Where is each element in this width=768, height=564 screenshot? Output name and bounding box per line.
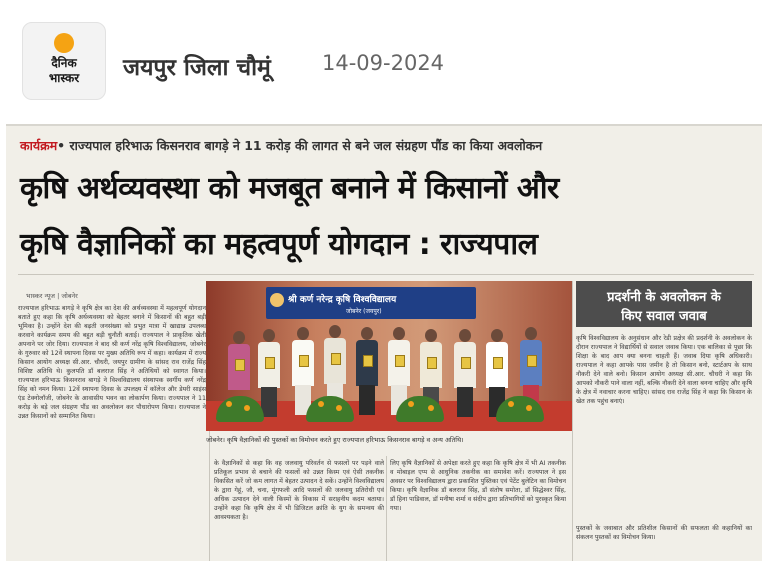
page-header xyxy=(0,0,768,120)
column-divider xyxy=(386,456,387,561)
university-emblem-icon xyxy=(270,293,284,307)
byline: भास्कर न्यूज | जोबनेर xyxy=(26,292,78,300)
logo-text-line2: भास्कर xyxy=(48,71,80,85)
university-banner xyxy=(266,287,476,319)
tagline-text: • राज्यपाल हरिभाऊ किसनराव बागड़े ने 11 करोड़ की लागत से बने जल संग्रहण पौंड का किया अवलोकन xyxy=(57,138,543,153)
tagline xyxy=(20,137,542,154)
divider xyxy=(18,274,754,275)
edition-name: जयपुर जिला चौमूं xyxy=(123,55,271,81)
sidebox-text: कृषि विश्वविद्यालय के अनुसंधान और रेडी प्रक्षेत्र की प्रदर्शनी के अवलोकन के दौरान राज्यपाल ने विद्यार्थियों से सवाल जवाब किया। एक बालिका से पूछा कि शिक्षा के बाद आप क्या बनना चाहती हैं। जवाब दिया कृषि अधिकारी। राज्यपाल ने कहा आपके पास जमीन है तो किसान बनो, स्टार्टअप के साथ नौकरी देने वाले बनो। किसान आयोग अध्यक्ष सी.आर. चौधरी ने कहा कि आपको नौकरी पाने वाला नहीं, बल्कि नौकरी देने वाला बनना चाहिए और कृषि के क्षेत्र में नवाचार करना चाहिए। सांसद राव राजेंद्र सिंह ने कहा कि किसान के खेत तक पहुंच बनाएं। xyxy=(576,335,752,405)
banner-subtitle: जोबनेर (जयपुर) xyxy=(346,308,382,315)
headline-line2: कृषि वैज्ञानिकों का महत्वपूर्ण योगदान : राज्यपाल xyxy=(20,227,538,262)
dainik-bhaskar-logo xyxy=(22,22,106,100)
sidebox-title-line2: किए सवाल जवाब xyxy=(621,309,707,324)
sidebox-text-bottom: पुस्तकों के जवाबात और प्रतिशील किसानों की सफलता की कहानियों का संकलन पुस्तकों का विमोचन किया। xyxy=(576,525,752,541)
article-column-middle-1: के वैज्ञानिकों से कहा कि वह जलवायु परिवर्तन से फसलों पर पड़ने वाले प्रतिकूल प्रभाव से बचाने की फसलों को उन्नत किस्म एवं ऐसी तकनीक विकसित करें जो कम लागत में बेहतर उत्पादन दे सकें। उन्होंने विश्वविद्यालय के द्वारा गेहूं, जौ, चना, मूंगफली आदि फसलों की जलवायु प्रतिरोधी एवं अधिक उत्पादन देने वाली किस्मों के विकास में सराहनीय कदम बताया। उन्होंने कहा कि कृषि क्षेत्र में भी डिजिटल क्रांति के युग के समन्वय की आवश्यकता है। xyxy=(214,460,384,521)
article-column-middle-2: लिए कृषि वैज्ञानिकों से अपेक्षा करते हुए कहा कि कृषि क्षेत्र में भी AI तकनीक व मोबाइल एप्प से आधुनिक तकनीक का समावेश करें। राज्यपाल ने इस अवसर पर विश्वविद्यालय द्वारा प्रकाशित पुस्तिका एवं पेटेंट बुलेटिन का विमोचन किया। कृषि वैज्ञानिक डॉ बलराज सिंह, डॉ संतोष समोता, डॉ सिद्धेश्वर सिंह, डॉ हिना पाडिवाल, डॉ मनीषा शर्मा व संदीप द्वारा प्रतिभागियों को पुरस्कृत किया गया। xyxy=(390,460,566,512)
event-photo xyxy=(206,281,572,431)
publication-date: 14-09-2024 xyxy=(322,51,445,75)
logo-text-line1: दैनिक xyxy=(51,56,77,70)
newspaper-clipping xyxy=(6,124,762,561)
kicker-label: कार्यक्रम xyxy=(20,138,58,153)
photo-caption: जोबनेर। कृषि वैज्ञानिकों की पुस्तकों का विमोचन करते हुए राज्यपाल हरिभाऊ किसनराव बागड़े व अन्य अतिथि। xyxy=(206,436,464,444)
sun-icon xyxy=(54,33,74,53)
sidebox-header xyxy=(576,281,752,327)
article-column-left: राज्यपाल हरिभाऊ बागड़े ने कृषि क्षेत्र का देश की अर्थव्यवस्था में महत्वपूर्ण योगदान बताते हुए कहा कि कृषि अर्थव्यवस्था को बेहतर बनाने में किसानों की बहुत बड़ी भूमिका है। उन्होंने देश की बढ़ती जनसंख्या को प्रभुत मात्रा में खाद्यान्न उपलब्ध करवाने कार्यक्रम समय की बहुत बड़ी चुनौती बताई। राज्यपाल ने प्राकृतिक खेती अपनाने पर जोर दिया। राज्यपाल ने बाद श्री कर्ण नरेंद्र कृषि विश्वविद्यालय, जोबनेर के गुरुवार को 12वें स्थापना दिवस पर मुख्य अतिथि रूप में कहा। कार्यक्रम में राज्य किसान आयोग अध्यक्ष सी.आर. चौधरी, जयपुर ग्रामीण के सांसद राव राजेंद्र सिंह विशिष्ट अतिथि थे। कुलपति डॉ बलराज सिंह ने अतिथियों को स्वागत किया। राज्यपाल हरिभाऊ किसनराव बागड़े ने विश्वविद्यालय संस्थापक स्वर्गीय कर्ण नरेंद्र सिंह को नमन किया। 12वें स्थापना दिवस के उपलक्ष्य में कॉलेज और डेयरी साइंस एंड टेक्नोलॉजी, जोबनेर के आवासीय भवन का लोकार्पण किया। राज्यपाल ने 11 करोड़ के बड़े जल संग्रहण पौंड का अवलोकन कर पौधारोपण किया। राज्यपाल ने उन्नत किसानों को सम्मानित किया। xyxy=(18,305,206,420)
column-divider xyxy=(572,281,573,561)
headline-line1: कृषि अर्थव्यवस्था को मजबूत बनाने में किसानों और xyxy=(20,171,559,206)
sidebox-title-line1: प्रदर्शनी के अवलोकन के xyxy=(607,290,721,305)
banner-title: श्री कर्ण नरेन्द्र कृषि विश्वविद्यालय xyxy=(288,295,397,305)
